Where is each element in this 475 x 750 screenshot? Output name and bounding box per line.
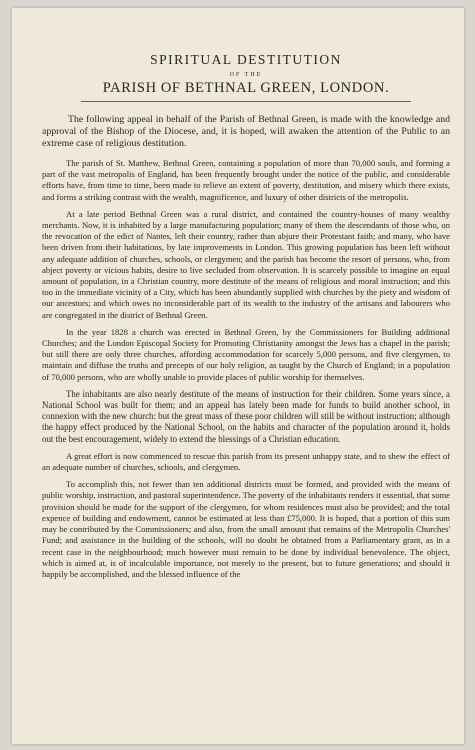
paragraph-churches: In the year 1828 a church was erected in Bethnal Green, by the Commissioners for Building additional Churches; and the London Episcopal Society for Promoting Christianity amongst the Jews has a chapel in the parish; but still there are only three churches, affording accommodation for scarcely 5,000 persons, and five clergymen, to maintain and diffuse the truths and precepts of our holy religion, as taught by the Church of England; in a population of 70,000 persons, who are wholly unable to provide places of public worship for themselves. — [42, 326, 450, 382]
heading-of-the: OF THE — [229, 72, 263, 78]
paragraph-districts: To accomplish this, not fewer than ten additional districts must be formed, and provided with the means of public worship, instruction, and pastoral superintendence. The poverty of the inhabitants renders it essential, that some provision should be made for the support of the clergymen, for whom residences must also be provided; and the total expence of building and endowment, cannot be estimated at less than £75,000. It is hoped, that a portion of this sum may be contributed by the Commissioners; and also, from the small amount that remains of the Metropolis Churches' Fund; and assistance in the building of the schools, will no doubt be obtained from a Parliamentary grant, as in a recent case in the neighbourhood; much however must remain to be done by individual benevolence. The object, which is aimed at, is of incalculable importance, not merely to the present, but to future generations; and should it happily be accomplished, and the blessed influence of the — [42, 479, 450, 579]
paragraph-schools: The inhabitants are also nearly destitute of the means of instruction for their children. Some years since, a National School was built for them; and an appeal has lately been made for funds to build another school, in connexion with the new church: but the great mass of these poor children will still be without instruction; although the happy effect produced by the National School, on the habits and character of the population around it, holds out the best encouragement, widely to extend the blessings of a Christian education. — [42, 388, 450, 444]
heading-spiritual-destitution: SPIRITUAL DESTITUTION — [150, 52, 342, 67]
paragraph-effort: A great effort is now commenced to rescue this parish from its present unhappy state, and to shew the effect of an adequate number of churches, schools, and clergymen. — [42, 450, 450, 473]
intro-paragraph: The following appeal in behalf of the Parish of Bethnal Green, is made with the knowledge and approval of the Bishop of the Diocese, and, it is hoped, will awaken the attention of the Public to an extreme case of religious destitution. — [42, 114, 450, 149]
paragraph-history: At a late period Bethnal Green was a rural district, and contained the country-houses of many wealthy merchants. Now, it is inhabited by a large manufacturing population; many of them the descendants of those who, on the revocation of the edict of Nantes, left their country, rather than abjure their Protestant faith; and many, who have been driven from their habitations, by late improvements in London. This growing population has been left without any adequate addition of churches, schools, or clergymen; and the parish has become the resort of persons, who, from abject poverty or vicious habits, desire to live secluded from observation. It is scarcely possible to imagine an equal amount of population, in a Christian country, more destitute of the means of religious and moral instruction; and this too in the immediate vicinity of a City, which has been abundantly supplied with churches by the piety and wisdom of our ancestors; and which owes no inconsiderable part of its wealth to the industry of the artisans and labourers who are congregated in the district of Bethnal Green. — [42, 208, 450, 320]
heading-parish-title: PARISH OF BETHNAL GREEN, LONDON. — [102, 80, 390, 96]
paragraph-population: The parish of St. Matthew, Bethnal Green, containing a population of more than 70,000 souls, and forming a part of the vast metropolis of England, has been frequently brought under the notice of the public, and considerable efforts have, from time to time, been made to relieve an extent of poverty, destitution, and misery which there exists, and forms a striking contrast with the wealth, magnificence, and luxury of other districts of the metropolis. — [42, 158, 450, 202]
document-page — [12, 8, 464, 744]
heading-rule — [81, 101, 411, 102]
